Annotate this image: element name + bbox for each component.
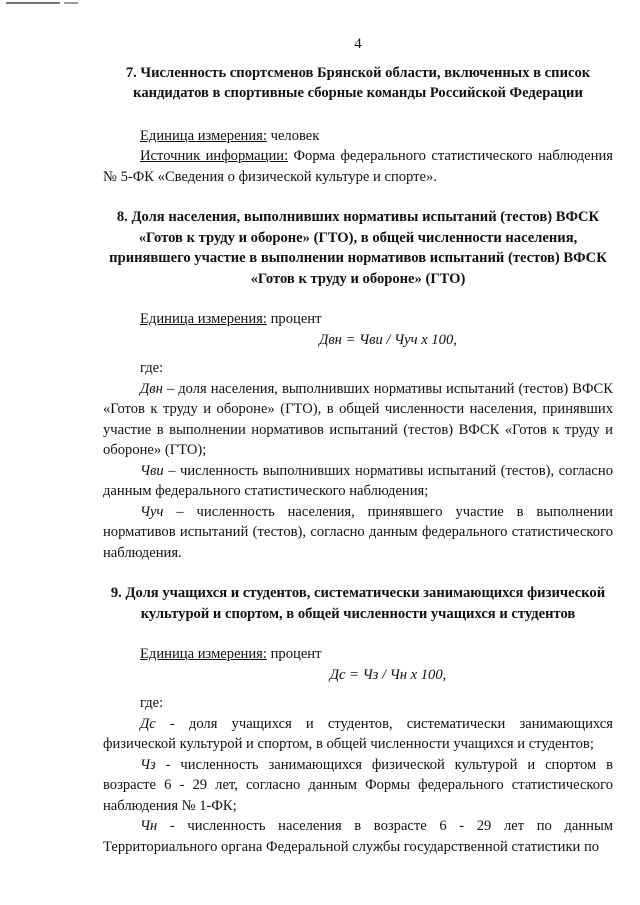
definition-text: - численность занимающихся физической культурой и спортом в возрасте 6 - 29 лет, согласно данным Формы федерального статистического наблюдения № 1-ФК; <box>103 756 613 814</box>
definition-symbol: Дс <box>140 715 156 732</box>
section-7-source <box>103 146 613 187</box>
definition-item <box>103 461 613 502</box>
unit-label: Единица измерения: <box>140 127 267 144</box>
definition-text: - доля учащихся и студентов, систематически занимающихся физической культурой и спортом, в общей численности учащихся и студентов; <box>103 715 613 752</box>
section-8-heading: 8. Доля населения, выполнивших нормативы испытаний (тестов) ВФСК «Готов к труду и обороне» (ГТО), в общей численности населения, принявшего участие в выполнении нормативов испытаний (тестов) ВФСК «Готов к труду и обороне» (ГТО) <box>109 209 607 287</box>
unit-value: процент <box>266 311 322 327</box>
definition-symbol: Двн <box>140 380 163 397</box>
definition-text: – численность выполнивших нормативы испытаний (тестов), согласно данным федерального статистического наблюдения; <box>103 462 613 499</box>
definition-symbol: Чви <box>140 462 164 479</box>
definition-item <box>103 379 613 461</box>
definition-symbol: Чз <box>140 756 156 773</box>
definition-item <box>103 714 613 755</box>
section-7-unit <box>103 126 613 147</box>
scan-edge-mark <box>6 2 60 4</box>
scan-edge-mark <box>64 2 78 4</box>
definition-item <box>103 816 613 857</box>
section-9-unit <box>103 644 613 665</box>
section-8 <box>103 207 613 563</box>
unit-value: человек <box>266 127 320 144</box>
source-text: Форма федерального статистического наблюдения № 5-ФК «Сведения о физической культуре и спорте». <box>103 148 613 185</box>
where-label: где: <box>140 695 164 711</box>
definition-text: - численность населения в возрасте 6 - 29 лет по данным Территориального органа Федеральной службы государственной статистики по <box>103 818 613 855</box>
section-9 <box>103 583 613 857</box>
section-8-unit <box>103 309 613 330</box>
section-9-formula: Дс = Чз / Чн х 100, <box>329 666 447 683</box>
definition-text: – численность населения, принявшего участие в выполнении нормативов испытаний (тестов), согласно данным федерального статистического наблюдения. <box>103 503 613 561</box>
unit-value: процент <box>266 646 322 662</box>
page-number: 4 <box>354 36 362 52</box>
section-9-heading: 9. Доля учащихся и студентов, систематически занимающихся физической культурой и спортом, в общей численности учащихся и студентов <box>110 585 606 622</box>
section-7-heading: 7. Численность спортсменов Брянской области, включенных в список кандидатов в спортивные сборные команды Российской Федерации <box>125 64 591 101</box>
unit-label: Единица измерения: <box>140 646 267 662</box>
definition-text: – доля населения, выполнивших нормативы испытаний (тестов) ВФСК «Готов к труду и обороне» (ГТО), в общей численности населения, принявших участие в выполнении нормативов испытаний (тестов) ВФСК «Готов к труду и обороне» (ГТО); <box>103 380 613 458</box>
definition-symbol: Чн <box>140 818 158 834</box>
section-8-formula: Двн = Чви / Чуч х 100, <box>319 331 457 348</box>
definition-symbol: Чуч <box>140 503 164 520</box>
where-label: где: <box>140 360 164 376</box>
document-page <box>103 34 613 857</box>
unit-label: Единица измерения: <box>140 311 267 327</box>
definition-item <box>103 502 613 564</box>
section-7 <box>103 63 613 188</box>
source-label: Источник информации: <box>140 148 289 164</box>
definition-item <box>103 755 613 817</box>
